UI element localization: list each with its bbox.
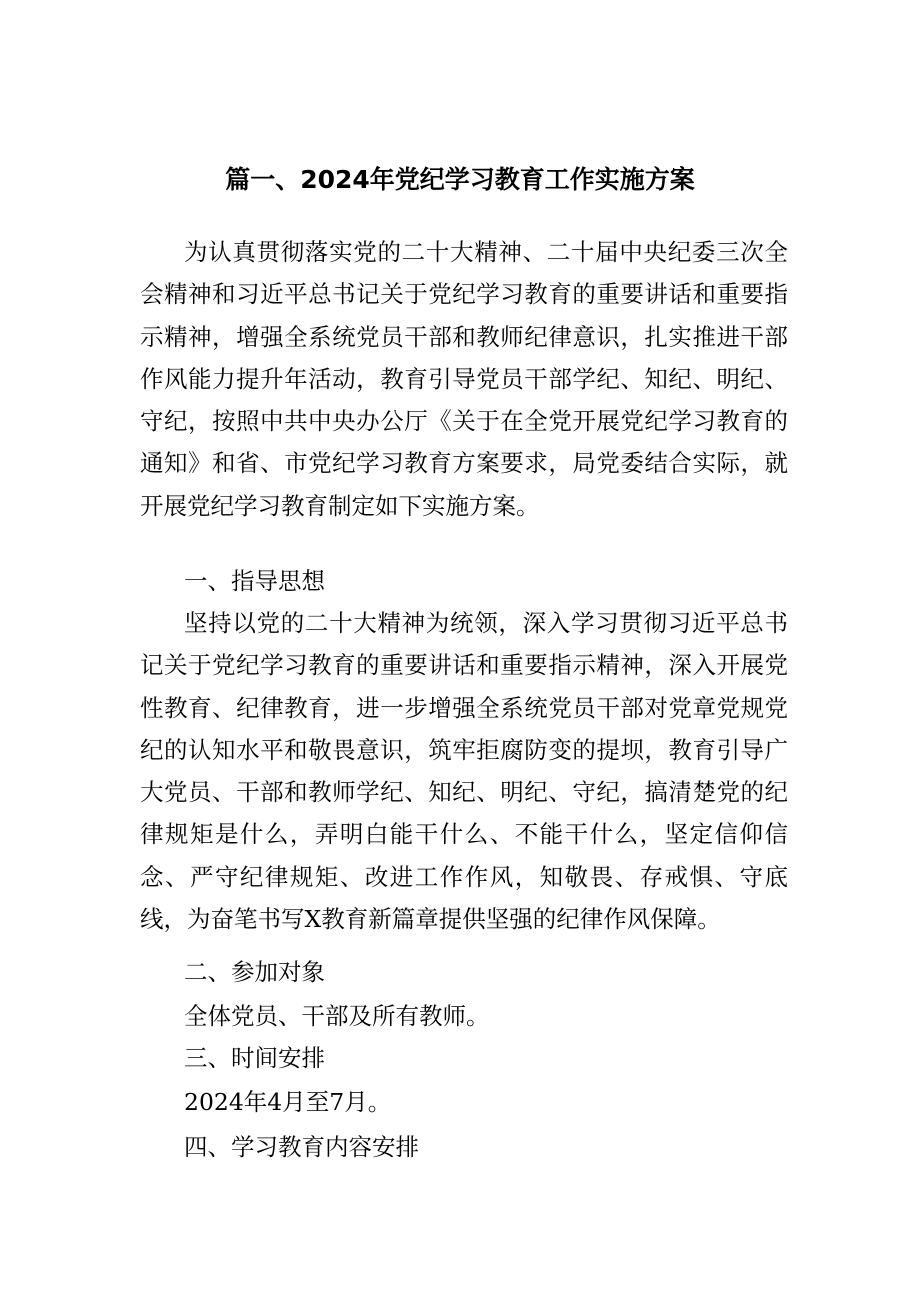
guiding-ideology-paragraph: 坚持以党的二十大精神为统领，深入学习贯彻习近平总书记关于党纪学习教育的重要讲话和重要指示精神，深入开展党性教育、纪律教育，进一步增强全系统党员干部对党章党规党纪的认知水平和敬畏意识，筑牢拒腐防变的提坝，教育引导广大党员、干部和教师学纪、知纪、明纪、守纪，搞清楚党的纪律规矩是什么，弄明白能干什么、不能干什么，坚定信仰信念、严守纪律规矩、改进工作作风，知敬畏、存戒惧、守底线，为奋笔书写X教育新篇章提供坚强的纪律作风保障。 — [140, 609, 788, 934]
intro-paragraph: 为认真贯彻落实党的二十大精神、二十届中央纪委三次全会精神和习近平总书记关于党纪学习教育的重要讲话和重要指示精神，增强全系统党员干部和教师纪律意识，扎实推进干部作风能力提升年活动，教育引导党员干部学纪、知纪、明纪、守纪，按照中共中央办公厅《关于在全党开展党纪学习教育的通知》和省、市党纪学习教育方案要求，局党委结合实际，就开展党纪学习教育制定如下实施方案。 — [140, 238, 788, 520]
document-title: 篇一、2024年党纪学习教育工作实施方案 — [225, 165, 695, 194]
participants-paragraph: 全体党员、干部及所有教师。 — [184, 1002, 490, 1030]
section-heading-participants: 二、参加对象 — [184, 958, 325, 986]
section-heading-content-arrangement: 四、学习教育内容安排 — [184, 1133, 419, 1161]
schedule-paragraph: 2024年4月至7月。 — [184, 1088, 392, 1116]
section-heading-schedule: 三、时间安排 — [184, 1044, 325, 1072]
section-heading-guiding-ideology: 一、指导思想 — [184, 567, 325, 595]
